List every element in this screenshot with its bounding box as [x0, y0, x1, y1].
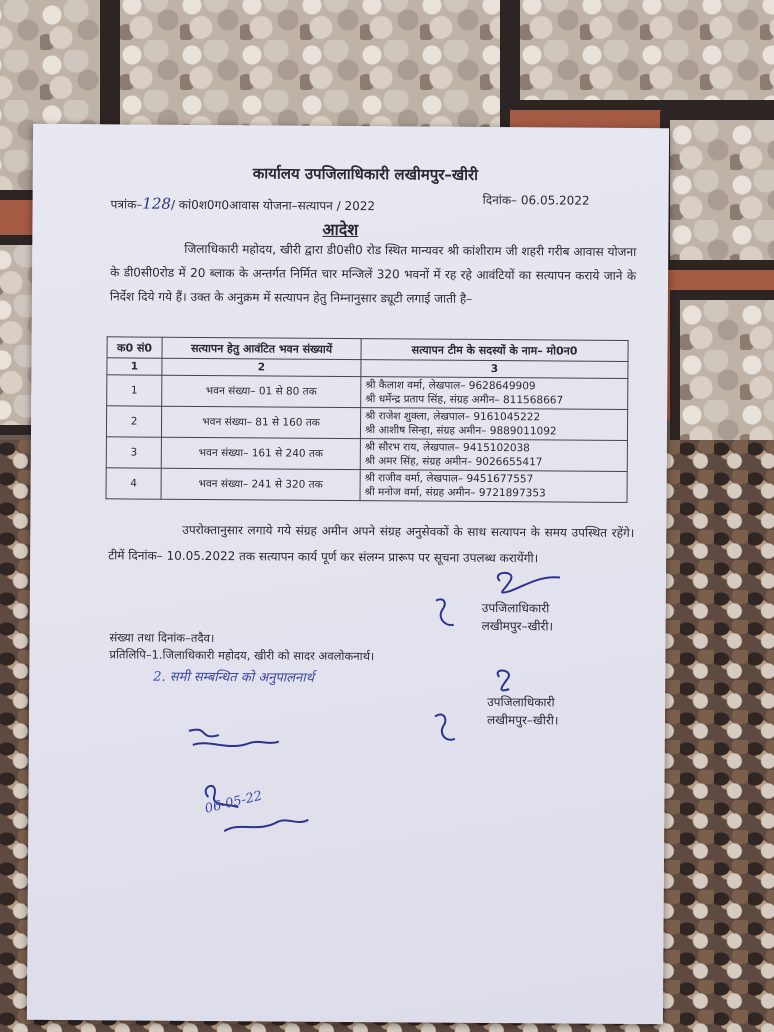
order-heading: आदेश [322, 219, 359, 240]
table-row [106, 468, 627, 503]
row-building-range: भवन संख्या– 241 से 320 तक [161, 468, 360, 500]
table-row [107, 375, 628, 410]
order-paragraph-2: उपरोक्तानुसार लगाये गये संग्रह अमीन अपने संग्रह अनुसेवकों के साथ सत्यापन के समय उपस्थित रहेंगे। टीमें दिनांक– 10.05.2022 तक सत्यापन कार्य पूर्ण कर संलग्न प्रारूप पर सूचना उपलब्ध करायेंगी। [108, 522, 635, 566]
copy-recipient-2-handwritten: 2. समी सम्बन्धित को अनुपालनार्थ [153, 669, 314, 686]
member-amin: श्री अमर सिंह, संग्रह अमीन– 9026655417 [364, 455, 543, 469]
row-serial: 3 [106, 437, 161, 468]
copy-number-date: संख्या तथा दिनांक–तदैव। [109, 630, 215, 646]
ref-handwritten-number: 128 [142, 194, 172, 213]
row-serial: 1 [107, 375, 162, 406]
row-members [360, 470, 627, 503]
member-amin: श्री धर्मेन्द्र प्रताप सिंह, संग्रह अमीन– 811568667 [365, 393, 564, 407]
signature-2-designation: उपजिलाधिकारी [487, 694, 555, 710]
column-number: 1 [107, 358, 162, 375]
handwritten-date: 06-05-22 [203, 788, 264, 817]
office-title: कार्यालय उपजिलाधिकारी लखीमपुर–खीरी [252, 164, 479, 184]
row-members [361, 377, 628, 410]
member-lekhpal: श्री सौरभ राय, लेखपाल– 9415102038 [364, 441, 530, 455]
duty-table [106, 336, 629, 503]
signature-2-location: लखीमपुर–खीरी। [486, 712, 559, 728]
row-members [360, 439, 627, 472]
ref-suffix: / कां0श0ग0आवास योजना–सत्यापन / 2022 [170, 197, 376, 214]
member-lekhpal: श्री राजीव वर्मा, लेखपाल– 9451677557 [364, 472, 534, 486]
copy-recipient-1: प्रतिलिपि–1.जिलाधिकारी महोदय, खीरी को सादर अवलोकनार्थ। [109, 647, 375, 664]
table-row [106, 406, 627, 441]
ref-prefix: पत्रांक– [110, 197, 143, 212]
order-date: दिनांक– 06.05.2022 [482, 192, 590, 208]
row-serial: 2 [106, 406, 161, 437]
column-number: 3 [361, 360, 628, 379]
member-amin: श्री आशीष सिन्हा, संग्रह अमीन– 9889011092 [364, 424, 557, 438]
header-building-range: सत्यापन हेतु आवंटित भवन संख्यायें [162, 337, 361, 359]
reference-number [111, 194, 376, 214]
header-team-members: सत्यापन टीम के सदस्यों के नाम– मो0न0 [361, 339, 628, 362]
member-lekhpal: श्री कैलाश वर्मा, लेखपाल– 9628649909 [365, 379, 536, 393]
order-document [27, 124, 669, 1024]
handwritten-receipt-marks [168, 721, 329, 852]
row-building-range: भवन संख्या– 161 से 240 तक [161, 437, 360, 469]
row-members [360, 408, 627, 441]
member-lekhpal: श्री राजेश शुक्ला, लेखपाल– 9161045222 [365, 410, 541, 424]
header-serial: क0 सं0 [107, 337, 162, 358]
signature-1-designation: उपजिलाधिकारी [481, 600, 550, 616]
row-building-range: भवन संख्या– 81 से 160 तक [161, 406, 360, 438]
order-paragraph-1: जिलाधिकारी महोदय, खीरी द्वारा डी0सी0 रोड स्थित मान्यवर श्री कांशीराम जी शहरी गरीब आवास योजना के डी0सी0रोड में 20 ब्लाक के अन्तर्गत निर्मित चार मन्जिलें 320 भवनों में रह रहे आवंटियों का सत्यापन कराये जाने के निर्देश दिये गये हैं। उक्त के अनुक्रम में सत्यापन हेतु निम्नानुसार ड्यूटी लगाई जाती है– [109, 241, 637, 306]
member-amin: श्री मनोज वर्मा, संग्रह अमीन– 9721897353 [364, 486, 546, 500]
column-number: 2 [162, 358, 361, 376]
row-serial: 4 [106, 468, 161, 499]
table-row [106, 437, 627, 472]
signature-1-location: लखीमपुर–खीरी। [481, 618, 554, 634]
row-building-range: भवन संख्या– 01 से 80 तक [162, 375, 361, 407]
